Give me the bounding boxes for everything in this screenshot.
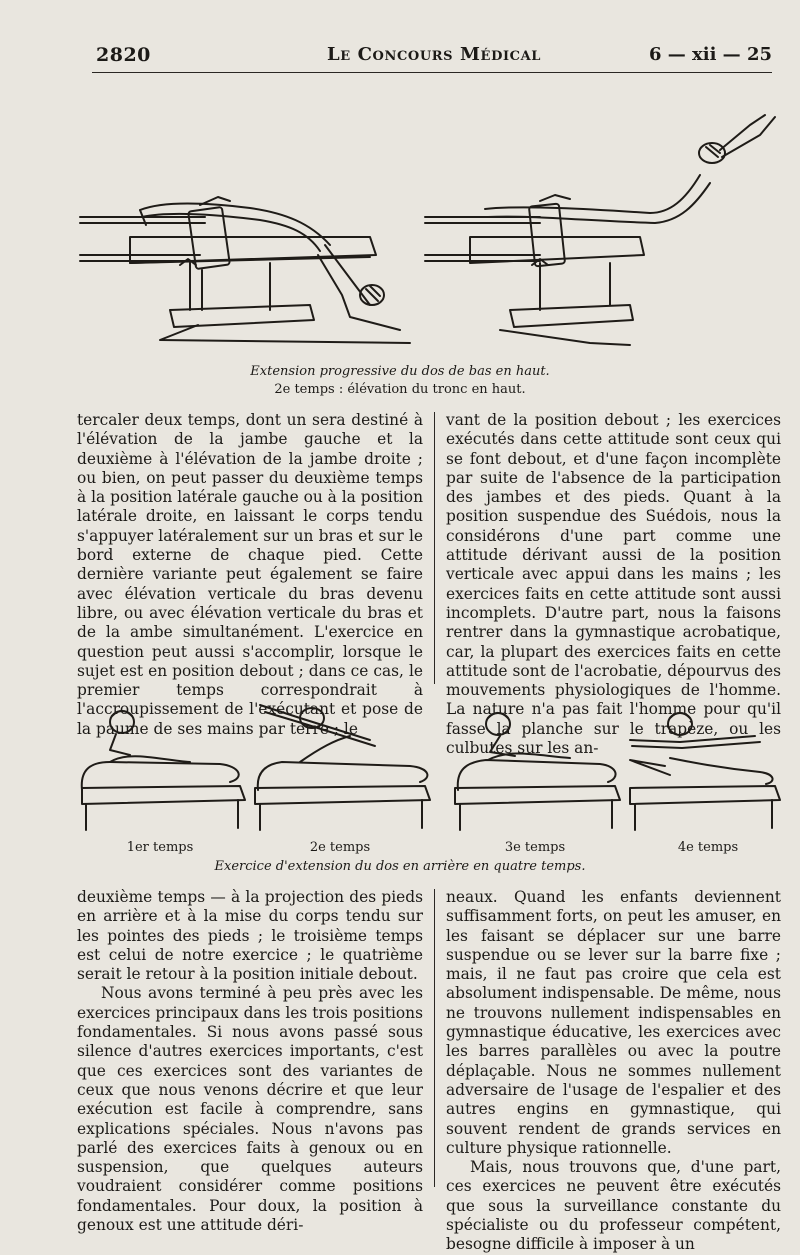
- column-divider-2: [434, 889, 435, 1187]
- section2-right-paragraph-1: neaux. Quand les enfants deviennent suffisamment forts, on peut les amuser, en les faisant se déplacer sur une barre suspendue ou se lever sur la barre fixe ; mais, il ne faut pas croire que cela est absolument indispensable. De même, nous ne trouvons nullement indispensables en gymnastique éducative, les exercices avec les barres parallèles ou avec la poutre déplaçable. Nous ne sommes nullement adversaire de l'usage de l'espalier et des autres engins en gymnastique, qui souvent rendent de grands services en culture physique rationnelle.: [446, 888, 781, 1157]
- figure1-caption-line2: 2e temps : élévation du tronc en haut.: [274, 382, 526, 397]
- figure-back-extension-illustration: [70, 105, 790, 360]
- stage4-label: 4e temps: [677, 840, 739, 855]
- issue-date: 6 — xii — 25: [648, 44, 772, 65]
- section2-right-column: [446, 888, 781, 1255]
- apparatus-right: [425, 217, 644, 345]
- section1-right-paragraph: vant de la position debout ; les exercices exécutés dans cette attitude sont ceux qui se font debout, et d'une façon incomplète par suite de l'absence de la participation des jambes et des pieds. Quant à la position suspendue des Suédois, nous la considérons d'une part comme une attitude dérivant aussi de la position verticale avec appui dans les mains ; les exercices faits en cette attitude sont aussi incomplets. D'autre part, nous la faisons rentrer dans la gymnastique acrobatique, car, la plupart des exercices faits en cette attitude sont de l'acrobatie, dépourvus des mouvements physiologiques de l'homme. La nature n'a pas fait l'homme pour qu'il fasse la planche sur le trapèze, ou les culbutes sur les an-: [446, 411, 781, 758]
- section2-right-paragraph-2: Mais, nous trouvons que, d'une part, ces exercices ne peuvent être exécutés que sous la surveillance constante du spécialiste ou du professeur compétent, besogne difficile à imposer à un: [446, 1158, 781, 1254]
- figure-four-stage-exercise-illustration: [70, 700, 790, 840]
- running-header: [96, 44, 772, 74]
- figure-right-person: [485, 115, 775, 266]
- section1-left-column: [77, 411, 423, 739]
- stage2-drawing: [255, 705, 430, 830]
- stage1-drawing: [82, 711, 245, 830]
- section2-left-column: [77, 888, 423, 1235]
- stage4-drawing: [630, 713, 780, 830]
- stage1-label: 1er temps: [126, 840, 194, 855]
- header-rule: [92, 72, 772, 73]
- figure1-caption-line1: Extension progressive du dos de bas en haut.: [250, 364, 550, 379]
- journal-title: Le Concours Médical: [327, 44, 541, 65]
- stage3-label: 3e temps: [504, 840, 566, 855]
- page-number: 2820: [96, 44, 151, 66]
- stage3-drawing: [455, 713, 620, 830]
- figure2-caption: Exercice d'extension du dos en arrière en quatre temps.: [214, 859, 586, 874]
- column-divider: [434, 412, 435, 684]
- apparatus-left: [80, 217, 410, 343]
- section1-left-paragraph: tercaler deux temps, dont un sera destiné à l'élévation de la jambe gauche et la deuxième à l'élévation de la jambe droite ; ou bien, on peut passer du deuxième temps à la position latérale gauche ou à la position latérale droite, en laissant le corps tendu s'appuyer latéralement sur un bras et sur le bord externe de chaque pied. Cette dernière variante peut également se faire avec élévation verticale du bras devenu libre, ou avec élévation verticale du bras et de la ambe simultanément. L'exercice en question peut aussi s'accomplir, lorsque le sujet est en position debout ; dans ce cas, le premier temps correspondrait à l'accroupissement de l'exécutant et pose de la paume de ses mains par terre ; le: [77, 411, 423, 738]
- stage2-label: 2e temps: [309, 840, 371, 855]
- section2-left-paragraph-2: Nous avons terminé à peu près avec les exercices principaux dans les trois positions fondamentales. Si nous avons passé sous silence d'autres exercices importants, c'est que ces exercices sont des variantes de ceux que nous venons décrire et que leur exécution est facile à comprendre, sans explications spéciales. Nous n'avons pas parlé des exercices faits à genoux ou en suspension, que quelques auteurs voudraient considérer comme positions fondamentales. Pour doux, la position à genoux est une attitude déri-: [77, 984, 423, 1235]
- section2-left-paragraph-1: deuxième temps — à la projection des pieds en arrière et à la mise du corps tendu sur les pointes des pieds ; le troisième temps est celui de notre exercice ; le quatrième serait le retour à la position initiale debout.: [77, 888, 423, 984]
